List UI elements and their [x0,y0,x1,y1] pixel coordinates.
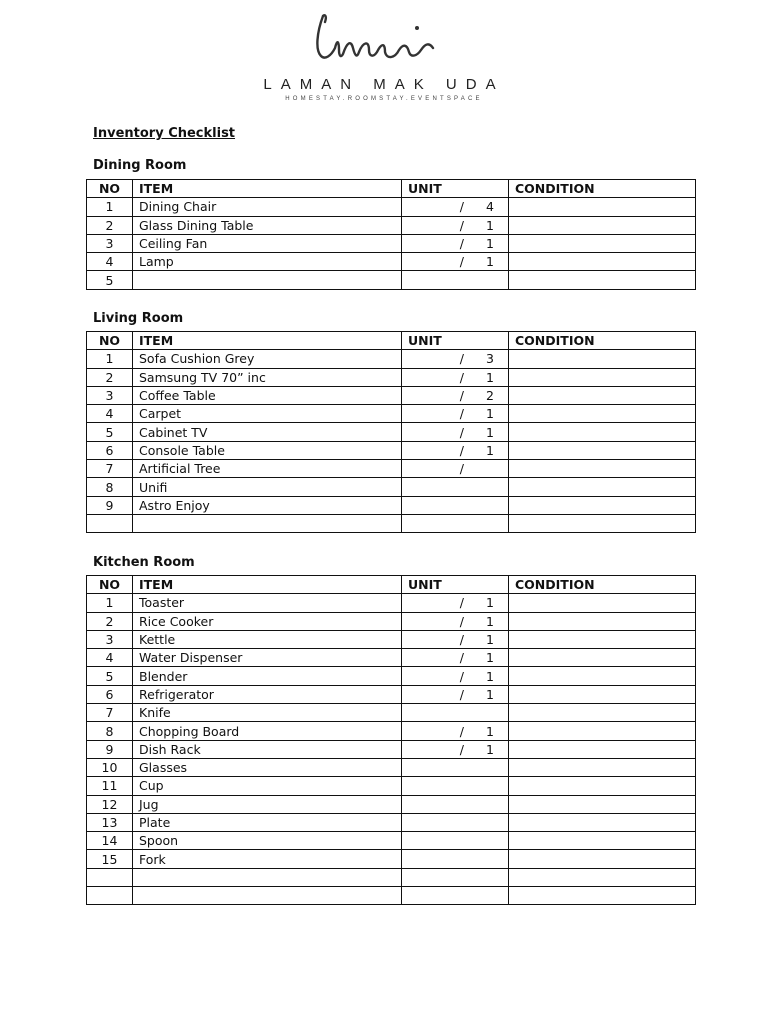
item-name: Glass Dining Table [133,216,402,234]
table-row [87,271,696,289]
row-number: 3 [87,386,133,404]
unit-cell [402,667,509,685]
unit-cell [402,630,509,648]
condition-cell [509,612,696,630]
table-row [87,630,696,648]
condition-cell [509,478,696,496]
column-header-item: ITEM [133,180,402,198]
item-name: Sofa Cushion Grey [133,350,402,368]
table-header-row [87,180,696,198]
unit-slash: / [459,632,464,648]
table-row [87,441,696,459]
unit-cell [402,198,509,216]
unit-cell [402,795,509,813]
table-header-row [87,576,696,594]
unit-quantity: 1 [486,442,494,458]
table-row [87,423,696,441]
column-header-item: ITEM [133,576,402,594]
row-number: 10 [87,758,133,776]
column-header-condition: CONDITION [509,576,696,594]
unit-cell [402,850,509,868]
unit-quantity: 1 [486,369,494,385]
item-name: Blender [133,667,402,685]
item-name: Unifi [133,478,402,496]
condition-cell [509,685,696,703]
unit-slash: / [459,254,464,270]
row-number: 7 [87,460,133,478]
item-name: Jug [133,795,402,813]
item-name: Ceiling Fan [133,234,402,252]
row-number: 1 [87,350,133,368]
condition-cell [509,758,696,776]
row-number: 2 [87,612,133,630]
unit-cell [402,496,509,514]
unit-quantity: 1 [486,406,494,422]
unit-cell [402,234,509,252]
item-name: Rice Cooker [133,612,402,630]
row-number: 4 [87,649,133,667]
table-row [87,667,696,685]
table-row [87,594,696,612]
column-header-condition: CONDITION [509,180,696,198]
unit-quantity: 1 [486,632,494,648]
unit-quantity: 2 [486,388,494,404]
item-name [133,271,402,289]
item-name: Lamp [133,253,402,271]
unit-slash: / [459,741,464,757]
row-number: 5 [87,423,133,441]
dining-room-title: Dining Room [93,158,187,173]
condition-cell [509,630,696,648]
table-row [87,234,696,252]
kitchen-room-table [86,575,696,905]
row-number [87,887,133,905]
row-number: 14 [87,832,133,850]
condition-cell [509,514,696,532]
table-row [87,887,696,905]
unit-quantity: 1 [486,595,494,611]
item-name: Toaster [133,594,402,612]
condition-cell [509,441,696,459]
unit-cell [402,386,509,404]
table-row [87,216,696,234]
table-row [87,460,696,478]
row-number: 5 [87,271,133,289]
unit-quantity: 1 [486,424,494,440]
table-row [87,649,696,667]
condition-cell [509,795,696,813]
unit-quantity: 3 [486,351,494,367]
unit-slash: / [459,406,464,422]
table-row [87,795,696,813]
table-row [87,496,696,514]
column-header-unit: UNIT [402,576,509,594]
unit-slash: / [459,650,464,666]
unit-cell [402,478,509,496]
row-number: 12 [87,795,133,813]
table-row [87,868,696,886]
unit-quantity: 4 [486,199,494,215]
item-name: Cup [133,777,402,795]
condition-cell [509,667,696,685]
kitchen-room-title: Kitchen Room [93,555,195,570]
item-name: Coffee Table [133,386,402,404]
row-number: 3 [87,630,133,648]
row-number: 8 [87,478,133,496]
table-row [87,832,696,850]
item-name: Samsung TV 70” inc [133,368,402,386]
condition-cell [509,868,696,886]
unit-slash: / [459,613,464,629]
item-name: Knife [133,704,402,722]
condition-cell [509,649,696,667]
unit-slash: / [459,595,464,611]
unit-cell [402,368,509,386]
condition-cell [509,423,696,441]
condition-cell [509,386,696,404]
unit-slash: / [459,199,464,215]
unit-cell [402,887,509,905]
row-number: 11 [87,777,133,795]
unit-quantity: 1 [486,236,494,252]
row-number: 9 [87,496,133,514]
table-row [87,740,696,758]
unit-cell [402,594,509,612]
row-number: 6 [87,441,133,459]
unit-slash: / [459,668,464,684]
unit-cell [402,460,509,478]
unit-cell [402,813,509,831]
item-name: Refrigerator [133,685,402,703]
row-number [87,514,133,532]
row-number: 9 [87,740,133,758]
unit-cell [402,758,509,776]
item-name: Plate [133,813,402,831]
row-number: 1 [87,594,133,612]
unit-slash: / [459,686,464,702]
item-name: Artificial Tree [133,460,402,478]
unit-quantity: 1 [486,668,494,684]
living-room-table [86,331,696,533]
condition-cell [509,704,696,722]
item-name: Glasses [133,758,402,776]
row-number: 2 [87,216,133,234]
item-name [133,514,402,532]
unit-cell [402,868,509,886]
unit-cell [402,777,509,795]
item-name: Dish Rack [133,740,402,758]
table-row [87,253,696,271]
column-header-unit: UNIT [402,332,509,350]
row-number: 6 [87,685,133,703]
unit-quantity: 1 [486,254,494,270]
unit-cell [402,350,509,368]
table-row [87,198,696,216]
item-name: Dining Chair [133,198,402,216]
unit-quantity: 1 [486,723,494,739]
unit-cell [402,514,509,532]
unit-cell [402,685,509,703]
unit-cell [402,612,509,630]
condition-cell [509,198,696,216]
condition-cell [509,253,696,271]
condition-cell [509,271,696,289]
condition-cell [509,496,696,514]
row-number: 2 [87,368,133,386]
table-row [87,612,696,630]
condition-cell [509,850,696,868]
condition-cell [509,722,696,740]
column-header-no: NO [87,576,133,594]
unit-cell [402,722,509,740]
condition-cell [509,405,696,423]
page-title: Inventory Checklist [93,126,236,141]
column-header-condition: CONDITION [509,332,696,350]
condition-cell [509,740,696,758]
brand-logo [0,10,768,70]
table-row [87,405,696,423]
unit-slash: / [459,236,464,252]
condition-cell [509,234,696,252]
condition-cell [509,460,696,478]
lmu-script-logo [309,10,459,70]
unit-quantity: 1 [486,686,494,702]
item-name: Kettle [133,630,402,648]
condition-cell [509,350,696,368]
condition-cell [509,777,696,795]
item-name [133,868,402,886]
row-number: 7 [87,704,133,722]
unit-cell [402,216,509,234]
item-name: Console Table [133,441,402,459]
row-number: 4 [87,405,133,423]
brand-tagline: HOMESTAY.ROOMSTAY.EVENTSPACE [285,96,483,102]
condition-cell [509,594,696,612]
item-name: Fork [133,850,402,868]
unit-slash: / [459,723,464,739]
unit-quantity: 1 [486,217,494,233]
unit-cell [402,271,509,289]
row-number: 13 [87,813,133,831]
row-number: 4 [87,253,133,271]
row-number: 5 [87,667,133,685]
condition-cell [509,832,696,850]
table-row [87,777,696,795]
item-name: Chopping Board [133,722,402,740]
item-name [133,887,402,905]
table-row [87,722,696,740]
table-row [87,704,696,722]
column-header-item: ITEM [133,332,402,350]
brand-name: LAMAN MAK UDA [263,76,505,93]
table-row [87,368,696,386]
item-name: Carpet [133,405,402,423]
table-row [87,685,696,703]
table-row [87,350,696,368]
item-name: Cabinet TV [133,423,402,441]
unit-cell [402,405,509,423]
row-number: 3 [87,234,133,252]
table-row [87,478,696,496]
column-header-no: NO [87,180,133,198]
item-name: Spoon [133,832,402,850]
unit-slash: / [459,424,464,440]
column-header-no: NO [87,332,133,350]
unit-slash: / [459,217,464,233]
unit-quantity: 1 [486,650,494,666]
column-header-unit: UNIT [402,180,509,198]
table-row [87,850,696,868]
unit-cell [402,253,509,271]
unit-slash: / [459,388,464,404]
row-number: 1 [87,198,133,216]
unit-cell [402,423,509,441]
unit-cell [402,740,509,758]
unit-cell [402,704,509,722]
unit-cell [402,832,509,850]
table-row [87,514,696,532]
condition-cell [509,813,696,831]
unit-slash: / [459,351,464,367]
unit-slash: / [459,461,464,477]
condition-cell [509,368,696,386]
item-name: Astro Enjoy [133,496,402,514]
table-row [87,813,696,831]
unit-cell [402,649,509,667]
unit-quantity: 1 [486,613,494,629]
dining-room-table [86,179,696,290]
unit-cell [402,441,509,459]
condition-cell [509,887,696,905]
living-room-title: Living Room [93,311,184,326]
row-number [87,868,133,886]
unit-slash: / [459,442,464,458]
row-number: 8 [87,722,133,740]
table-row [87,758,696,776]
item-name: Water Dispenser [133,649,402,667]
table-row [87,386,696,404]
row-number: 15 [87,850,133,868]
unit-slash: / [459,369,464,385]
table-header-row [87,332,696,350]
condition-cell [509,216,696,234]
unit-quantity: 1 [486,741,494,757]
